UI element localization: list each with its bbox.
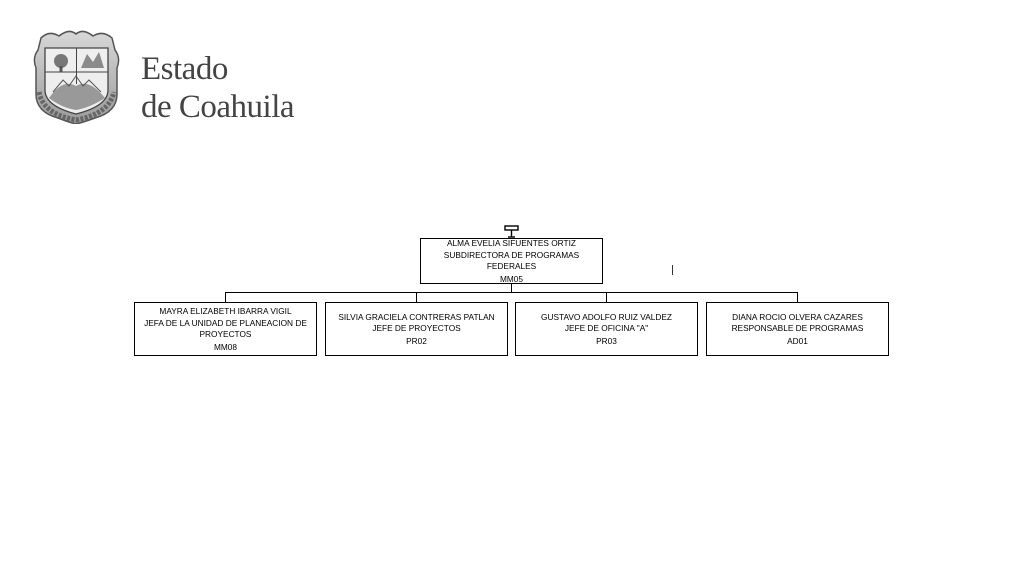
brand-line-1: Estado bbox=[141, 51, 228, 87]
brand-title bbox=[141, 50, 294, 126]
node-role: JEFE DE PROYECTOS bbox=[372, 323, 461, 334]
node-name: SILVIA GRACIELA CONTRERAS PATLAN bbox=[338, 311, 495, 322]
node-code: PR03 bbox=[596, 335, 617, 346]
brand-line-2: de Coahuila bbox=[141, 89, 295, 125]
node-role: RESPONSABLE DE PROGRAMAS bbox=[731, 323, 864, 334]
node-role: SUBDIRECTORA DE PROGRAMAS FEDERALES bbox=[443, 249, 580, 271]
node-role: JEFE DE OFICINA "A" bbox=[564, 323, 649, 334]
node-code: MM08 bbox=[213, 341, 238, 352]
node-code: MM05 bbox=[499, 273, 524, 284]
connector-child-2 bbox=[416, 292, 417, 302]
node-code: AD01 bbox=[787, 335, 808, 346]
node-role: JEFA DE LA UNIDAD DE PLANEACION DE PROYECTOS bbox=[144, 317, 307, 339]
org-node-root bbox=[420, 238, 603, 284]
connector-child-4 bbox=[797, 292, 798, 302]
org-node-child-3 bbox=[515, 302, 698, 356]
coahuila-seal-icon bbox=[29, 28, 124, 124]
node-name: MAYRA ELIZABETH IBARRA VIGIL bbox=[159, 306, 292, 316]
node-name: ALMA EVELIA SIFUENTES ORTIZ bbox=[447, 238, 576, 248]
node-code: PR02 bbox=[406, 335, 427, 346]
connector-child-3 bbox=[606, 292, 607, 302]
text-cursor-mark bbox=[672, 265, 673, 275]
node-name: DIANA ROCIO OLVERA CAZARES bbox=[732, 311, 863, 322]
org-node-child-2 bbox=[325, 302, 508, 356]
org-node-child-4 bbox=[706, 302, 889, 356]
node-name: GUSTAVO ADOLFO RUIZ VALDEZ bbox=[541, 311, 672, 322]
connector-horizontal bbox=[225, 292, 798, 293]
org-node-child-1 bbox=[134, 302, 317, 356]
connector-child-1 bbox=[225, 292, 226, 302]
